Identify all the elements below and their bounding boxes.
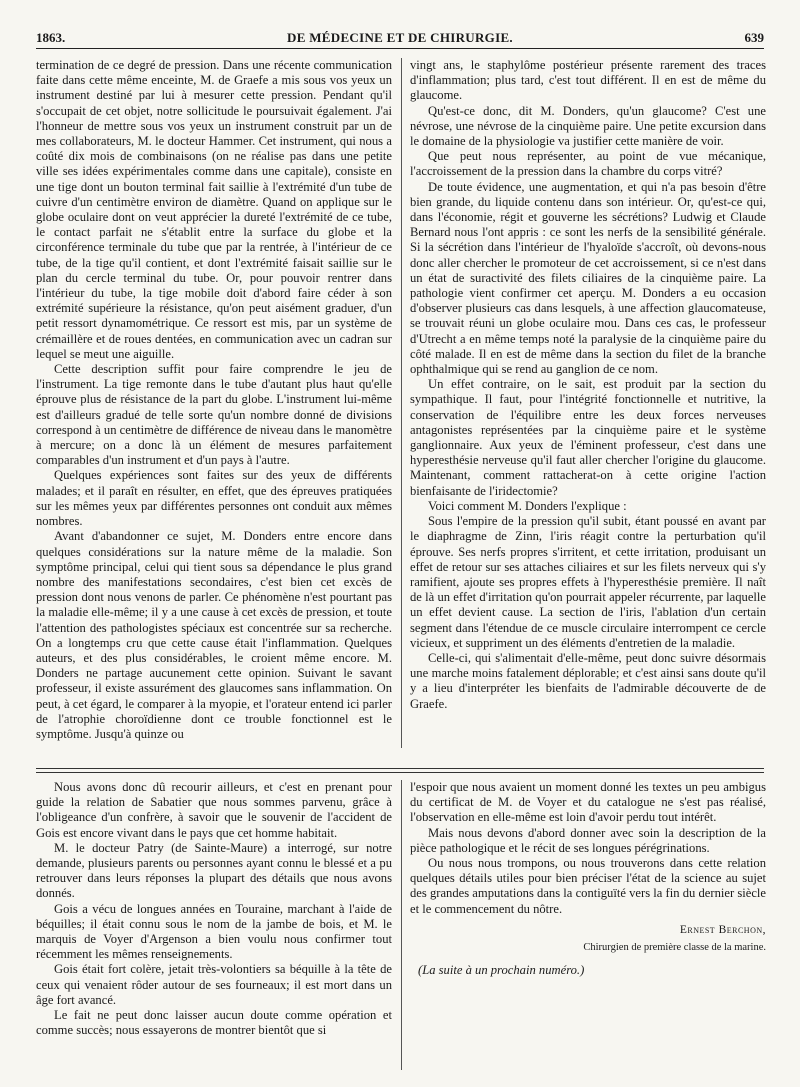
paragraph: Ou nous nous trompons, ou nous trouverons dans cette relation quelques détails utiles pour bien préciser l'état de la science au sujet des grandes amputations dans la contiguïté vers la fin du dernier siècle et le commencement du nôtre. <box>410 856 766 916</box>
paragraph: De toute évidence, une augmentation, et qui n'a pas besoin d'être bien grande, du liquide contenu dans son intérieur. Or, qu'est-ce qui, dans l'économie, régit et gouverne les sécrétions? Ludwig et Claude Bernard nous l'ont appris : ce sont les nerfs de la sensibilité générale. Si la sécrétion dans l'intérieur de l'hyaloïde s'accroît, où devons-nous donc aller chercher le promoteur de cet accroissement, si ce n'est dans un état de suractivité des filets ciliaires de la cinquième paire. La pathologie vient confirmer cet aperçu. M. Donders a eu occasion d'observer plusieurs cas dans lesquels, à une affection glaucomateuse, se trouvait réuni un globe oculaire mou. Dans ces cas, le professeur d'Utrecht a en même temps noté la paralysie de la cinquième paire du côté malade. Il en est de même dans la section du filet de la branche ophthalmique qui se rend au ganglion de ce nom. <box>410 179 766 377</box>
upper-left-column <box>36 58 392 762</box>
paragraph: Voici comment M. Donders l'explique : <box>428 498 627 513</box>
paragraph: Qu'est-ce donc, dit M. Donders, qu'un glaucome? C'est une névrose, une névrose de la cinquième paire. Une petite excursion dans le domaine de la physiologie va justifier cette manière de voir. <box>410 103 766 149</box>
paragraph: Le fait ne peut donc laisser aucun doute comme opération et comme succès; nous essayerons de montrer bientôt que si <box>36 1008 392 1038</box>
lower-right-column <box>410 780 766 1075</box>
upper-right-column <box>410 58 766 762</box>
column-divider <box>401 58 402 748</box>
paragraph: Mais nous devons d'abord donner avec soin la description de la pièce pathologique et le récit de ses longues pérégrinations. <box>410 825 766 855</box>
page-number: 639 <box>744 30 764 45</box>
paragraph: Celle-ci, qui s'alimentait d'elle-même, peut donc suivre désormais une marche moins fatalement déplorable; et c'est ainsi sans doute qu'il y a lieu d'interpréter les bienfaits de l'admirable découverte de de Graefe. <box>410 650 766 711</box>
header-year: 1863. <box>36 30 66 45</box>
feuilleton-separator <box>36 768 764 773</box>
lower-left-column <box>36 780 392 1075</box>
paragraph: Gois était fort colère, jetait très-volontiers sa béquille à la tête de ceux qui venaient rôder autour de ses fourneaux; il est mort dans un âge fort avancé. <box>36 962 392 1007</box>
author-role: Chirurgien de première classe de la marine. <box>583 942 766 954</box>
paragraph: l'espoir que nous avaient un moment donné les textes un peu ambigus du certificat de M. de Voyer et du catalogue ne s'est pas réalisé, l'observation en elle-même est loin d'avoir perdu tout intérêt. <box>410 780 766 825</box>
paragraph: Nous avons donc dû recourir ailleurs, et c'est en prenant pour guide la relation de Sabatier que nous sommes parvenu, grâce à l'obligeance d'un confrère, à savoir que le souvenir de l'accident de Gois est encore vivant dans le pays que cet homme habitait. <box>36 780 392 840</box>
paragraph: Un effet contraire, on le sait, est produit par la section du sympathique. Il faut, pour l'intégrité fonctionnelle et nutritive, la conservation de l'équilibre entre les deux forces nerveuses antagonistes représentées par la cinquième paire et le système ganglionnaire. Aux yeux de l'éminent professeur, c'est dans une hyperesthésie nerveuse qu'il faut aller chercher l'origine du glaucome. Maintenant, comment rattacherat-on à cette origine l'action bienfaisante de l'iridectomie? <box>410 377 766 498</box>
page-header <box>36 26 764 49</box>
journal-title: DE MÉDECINE ET DE CHIRURGIE. <box>287 30 513 45</box>
column-divider <box>401 780 402 1070</box>
paragraph: termination de ce degré de pression. Dans une récente communication faite dans cette même enceinte, M. de Graefe a mis sous vos yeux un instrument destiné par lui à mesurer cette pression. Pendant qu'il s'occupait de cet objet, notre sollicitude le poursuivait également. J'ai l'honneur de mettre sous vos yeux un instrument construit par un de mes collaborateurs, M. le docteur Hammer. Cet instrument, qui nous a coûté dix mois de combinaisons (on ne réalise pas dans une petite ville ses idées expérimentales comme dans une capitale), consiste en une tige dont un bouton terminal fait saillie à l'extrémité d'un tube de cuivre d'un centimètre environ de diamètre. Quand on applique sur le globe oculaire dont on veut apprécier la dureté l'extrémité de ce tube, le contact parfait ne s'établit entre la surface du globe et la circonférence terminale du tube que par la rentrée, à l'intérieur de ce tube, de la tige qu'il contient, et dont l'extrémité faisait saillie sur le plan du cercle terminal du tube. Or, pour pouvoir rentrer dans l'intérieur du tube, la tige mobile doit d'abord faire céder à son extrémité supérieure la résistance, qu'on peut aisément graduer, d'un petit ressort dynamométrique. Ce ressort est mis, par un système de crémaillère et de roues dentées, en communication avec un cadran sur lequel se meut une aiguille. <box>36 58 392 361</box>
author-signature: Ernest Berchon, <box>679 923 766 936</box>
paragraph: vingt ans, le staphylôme postérieur présente rarement des traces d'inflammation; plus tard, c'est tout différent. Il en est de même du glaucome. <box>410 58 766 103</box>
paragraph: Cette description suffit pour faire comprendre le jeu de l'instrument. La tige remonte dans le tube d'autant plus haut qu'elle éprouve plus de résistance de la part du globe. L'instrument lui-même est d'ailleurs gradué de telle sorte qu'un nombre donné de divisions correspond à un centimètre de différence de niveau dans le manomètre à mercure; on a donc là un élément de mesures parfaitement comparables d'un instrument et d'un pays à l'autre. <box>36 362 392 468</box>
paragraph: Sous l'empire de la pression qu'il subit, étant poussé en avant par le diaphragme de Zinn, l'iris réagit contre la perturbation qu'il éprouve. Ses nerfs propres s'irritent, et cette irritation, produisant un effet de retour sur ses attaches ciliaires et sur les filets nerveux qui s'y ramifient, ajoute ses propres effets à l'hyperesthésie première. Il naît de là un effet d'irritation qu'on pourrait appeler récurrente, par laquelle un effet devient cause. La section de l'iris, l'ablation d'un certain segment dans l'étendue de ce muscle circulaire interrompent ce cercle vicieux, et suppriment un des éléments d'entretien de la maladie. <box>410 514 766 650</box>
paragraph: M. le docteur Patry (de Sainte-Maure) a interrogé, sur notre demande, plusieurs parents ou personnes ayant connu le blessé et a pu retrouver dans leurs réponses la plupart des détails que nous avons donnés. <box>36 840 392 901</box>
paragraph: Gois a vécu de longues années en Touraine, marchant à l'aide de béquilles; il était connu sous le nom de la jambe de bois, et M. le marquis de Voyer d'Argenson a bien voulu nous confirmer tout récemment les mêmes renseignements. <box>36 901 392 962</box>
paragraph: Quelques expériences sont faites sur des yeux de différents malades; et il paraît en résulter, en effet, que des épreuves pratiquées sur les mêmes yeux par différentes personnes ont conduit aux mêmes nombres. <box>36 468 392 529</box>
continuation-note: (La suite à un prochain numéro.) <box>418 963 585 978</box>
paragraph: Avant d'abandonner ce sujet, M. Donders entre encore dans quelques considérations sur la nature même de la maladie. Son symptôme principal, celui qui tient sous sa dépendance le plus grand nombre des manifestations secondaires, c'est bien cet excès de pression dont nous venons de parler. Ce phénomène n'est pourtant pas la maladie elle-même; il y a une cause à cet excès de pression, et toute l'attention des pathologistes spéciaux est concentrée sur sa recherche. On a longtemps cru que cette cause était l'inflammation. Quelques auteurs, et des plus considérables, le croient même encore. M. Donders ne partage aucunement cette opinion. Suivant le savant professeur, il existe assurément des glaucomes sans inflammation. On peut, à cet égard, le comparer à la myopie, et l'orateur entend ici parler de l'atrophie choroïdienne dont ce trouble fonctionnel est le symptôme. Jusqu'à quinze ou <box>36 529 392 741</box>
paragraph: Que peut nous représenter, au point de vue mécanique, l'accroissement de la pression dans la chambre du corps vitré? <box>410 149 766 179</box>
